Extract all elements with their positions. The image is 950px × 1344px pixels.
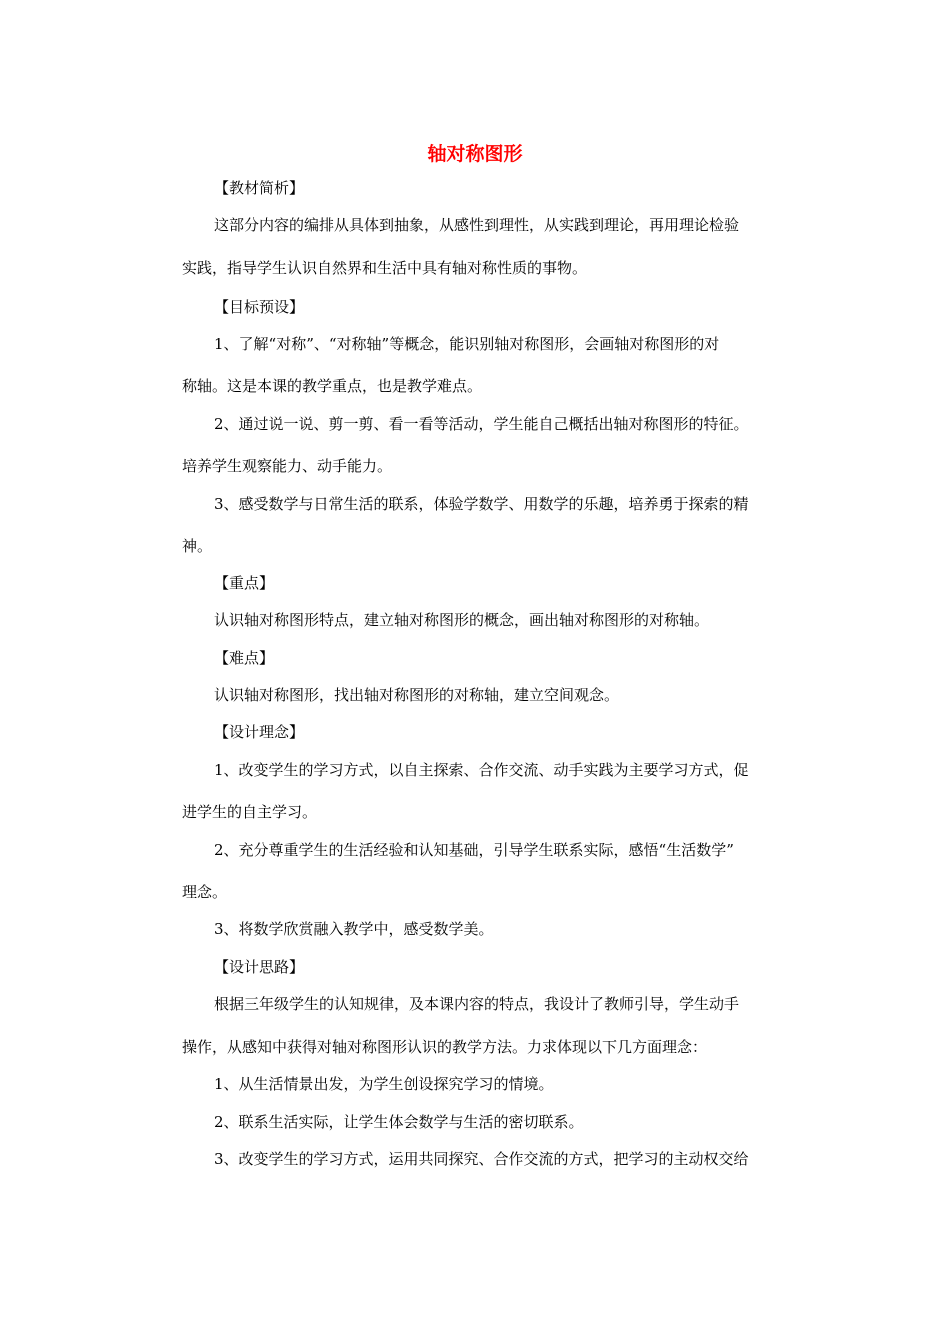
document-title: 轴对称图形 (427, 143, 523, 165)
paragraph-line: 认识轴对称图形，找出轴对称图形的对称轴，建立空间观念。 (214, 686, 620, 704)
paragraph-line: 1、从生活情景出发，为学生创设探究学习的情境。 (214, 1075, 554, 1093)
paragraph-line: 3、改变学生的学习方式，运用共同探究、合作交流的方式，把学习的主动权交给 (214, 1150, 749, 1168)
paragraph-line: 操作，从感知中获得对轴对称图形认识的教学方法。力求体现以下几方面理念： (182, 1038, 708, 1056)
paragraph-line: 神。 (182, 537, 213, 555)
paragraph-line: 根据三年级学生的认知规律，及本课内容的特点，我设计了教师引导，学生动手 (214, 995, 740, 1013)
paragraph-line: 2、联系生活实际，让学生体会数学与生活的密切联系。 (214, 1113, 584, 1131)
paragraph-line: 培养学生观察能力、动手能力。 (182, 457, 393, 475)
paragraph-line: 实践，指导学生认识自然界和生活中具有轴对称性质的事物。 (182, 259, 588, 277)
section-heading-key-points: 【重点】 (214, 574, 275, 592)
section-heading-design-concept: 【设计理念】 (214, 723, 305, 741)
paragraph-line: 称轴。这是本课的教学重点，也是教学难点。 (182, 377, 483, 395)
paragraph-line: 3、将数学欣赏融入教学中，感受数学美。 (214, 920, 494, 938)
paragraph-line: 2、通过说一说、剪一剪、看一看等活动，学生能自己概括出轴对称图形的特征。 (214, 415, 749, 433)
paragraph-line: 3、感受数学与日常生活的联系，体验学数学、用数学的乐趣，培养勇于探索的精 (214, 495, 749, 513)
section-heading-difficulties: 【难点】 (214, 649, 275, 667)
section-heading-textbook-analysis: 【教材简析】 (214, 179, 305, 197)
paragraph-line: 进学生的自主学习。 (182, 803, 318, 821)
paragraph-line: 认识轴对称图形特点，建立轴对称图形的概念，画出轴对称图形的对称轴。 (214, 611, 710, 629)
paragraph-line: 这部分内容的编排从具体到抽象，从感性到理性，从实践到理论，再用理论检验 (214, 216, 740, 234)
paragraph-line: 2、充分尊重学生的生活经验和认知基础，引导学生联系实际，感悟“生活数学” (214, 841, 734, 859)
paragraph-line: 1、了解“对称”、“对称轴”等概念，能识别轴对称图形，会画轴对称图形的对 (214, 335, 720, 353)
section-heading-design-approach: 【设计思路】 (214, 958, 305, 976)
paragraph-line: 理念。 (182, 883, 228, 901)
section-heading-goals: 【目标预设】 (214, 298, 305, 316)
paragraph-line: 1、改变学生的学习方式，以自主探索、合作交流、动手实践为主要学习方式，促 (214, 761, 749, 779)
